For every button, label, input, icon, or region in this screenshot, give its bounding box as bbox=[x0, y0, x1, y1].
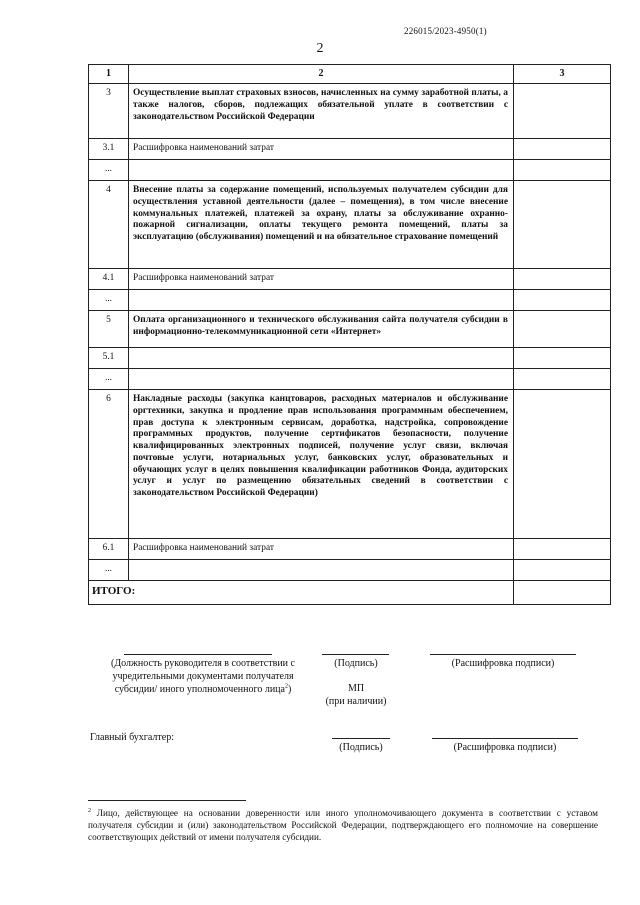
stamp-note: (при наличии) bbox=[325, 696, 387, 707]
row-text: Осуществление выплат страховых взносов, начисленных на сумму заработной платы, а также налогов, сборов, подлежащих обязательной уплате в соответствии с законодательством Российской Федерации bbox=[129, 84, 514, 139]
row-value bbox=[514, 560, 611, 581]
position-label: (Должность руководителя в соответствии с учредительными документами получателя субсидии/ иного уполномоченного лица$^2$) bbox=[111, 658, 295, 695]
table-row bbox=[89, 390, 611, 539]
chief-accountant-label: Главный бухгалтер: bbox=[90, 732, 175, 743]
row-value bbox=[514, 311, 611, 348]
row-text bbox=[129, 290, 514, 311]
footnote bbox=[88, 808, 598, 844]
row-value bbox=[514, 369, 611, 390]
row-number: 3 bbox=[89, 84, 129, 139]
chief-signature-label: (Подпись) bbox=[339, 742, 383, 753]
table-row bbox=[89, 160, 611, 181]
row-number: 6.1 bbox=[89, 539, 129, 560]
table-row bbox=[89, 269, 611, 290]
stamp-label: МП bbox=[347, 683, 365, 694]
table-header-row bbox=[89, 65, 611, 84]
table-row bbox=[89, 369, 611, 390]
chief-signature-line bbox=[332, 738, 390, 739]
table-row bbox=[89, 348, 611, 369]
row-number: 3.1 bbox=[89, 139, 129, 160]
row-value bbox=[514, 269, 611, 290]
decode-line bbox=[430, 654, 576, 655]
footnote-divider bbox=[88, 800, 246, 801]
row-value bbox=[514, 290, 611, 311]
table-row bbox=[89, 560, 611, 581]
table-row bbox=[89, 84, 611, 139]
chief-decode-label: (Расшифровка подписи) bbox=[453, 742, 557, 753]
signature-line bbox=[322, 654, 389, 655]
header-cell: 1 bbox=[89, 65, 129, 84]
row-number: ... bbox=[89, 290, 129, 311]
row-value bbox=[514, 139, 611, 160]
row-value bbox=[514, 181, 611, 269]
row-number: ... bbox=[89, 160, 129, 181]
row-value bbox=[514, 84, 611, 139]
row-value bbox=[514, 348, 611, 369]
row-text: Расшифровка наименований затрат bbox=[129, 539, 514, 560]
row-value bbox=[514, 160, 611, 181]
row-text: Расшифровка наименований затрат bbox=[129, 269, 514, 290]
row-value bbox=[514, 539, 611, 560]
signature-label: (Подпись) bbox=[334, 658, 378, 669]
table-row bbox=[89, 539, 611, 560]
row-number: 6 bbox=[89, 390, 129, 539]
row-text: Расшифровка наименований затрат bbox=[129, 139, 514, 160]
row-number: 5.1 bbox=[89, 348, 129, 369]
document-number: 226015/2023-4950(1) bbox=[404, 26, 487, 36]
expenses-table bbox=[88, 64, 611, 605]
row-text: Оплата организационного и технического обслуживания сайта получателя субсидии в информационно-телекоммуникационной сети «Интернет» bbox=[129, 311, 514, 348]
total-label: ИТОГО: bbox=[89, 581, 514, 605]
page-number: 2 bbox=[316, 41, 324, 56]
footnote-text: Лицо, действующее на основании доверенности или иного уполномочивающего документа в соответствии с уставом получателя субсидии и (или) законодательством Российской Федерации, подтверждающего его полномочие на совершение соответствующих действий от имени получателя субсидии. bbox=[88, 808, 598, 842]
row-text: Накладные расходы (закупка канцтоваров, расходных материалов и обслуживание оргтехники, закупка и продление прав использования программным обеспечением, прав доступа к электронным сервисам, доработка, надстройка, сопровождение программных продуктов, получение сертификатов безопасности, получение квалифицированных электронных подписей, получение услуг связи, включая почтовые услуги, нотариальных услуг, банковских услуг, образовательных и обучающих услуг в целях повышения квалификации работников Фонда, аудиторских услуг и услуг по размещению обязательных сведений в соответствии с законодательством Российской Федерации) bbox=[129, 390, 514, 539]
row-text bbox=[129, 560, 514, 581]
footnote-mark: 2 bbox=[88, 808, 91, 814]
total-value bbox=[514, 581, 611, 605]
header-cell: 3 bbox=[514, 65, 611, 84]
table-row bbox=[89, 290, 611, 311]
row-number: ... bbox=[89, 369, 129, 390]
position-signature-line bbox=[124, 654, 272, 655]
row-number: ... bbox=[89, 560, 129, 581]
table-row bbox=[89, 181, 611, 269]
header-cell: 2 bbox=[129, 65, 514, 84]
decode-label: (Расшифровка подписи) bbox=[451, 658, 555, 669]
row-text bbox=[129, 160, 514, 181]
row-value bbox=[514, 390, 611, 539]
total-row bbox=[89, 581, 611, 605]
chief-decode-line bbox=[432, 738, 578, 739]
row-text: Внесение платы за содержание помещений, используемых получателем субсидии для осуществления уставной деятельности (далее – помещения), в том числе внесение коммунальных платежей, платежей за охрану, платы за обслуживание охранно-пожарной сигнализации, оплаты текущего ремонта помещений, платы за эксплуатацию (обслуживания) помещений и на обязательное страхование помещений bbox=[129, 181, 514, 269]
row-text bbox=[129, 369, 514, 390]
row-number: 5 bbox=[89, 311, 129, 348]
table-row bbox=[89, 139, 611, 160]
row-number: 4.1 bbox=[89, 269, 129, 290]
table-row bbox=[89, 311, 611, 348]
row-number: 4 bbox=[89, 181, 129, 269]
row-text bbox=[129, 348, 514, 369]
